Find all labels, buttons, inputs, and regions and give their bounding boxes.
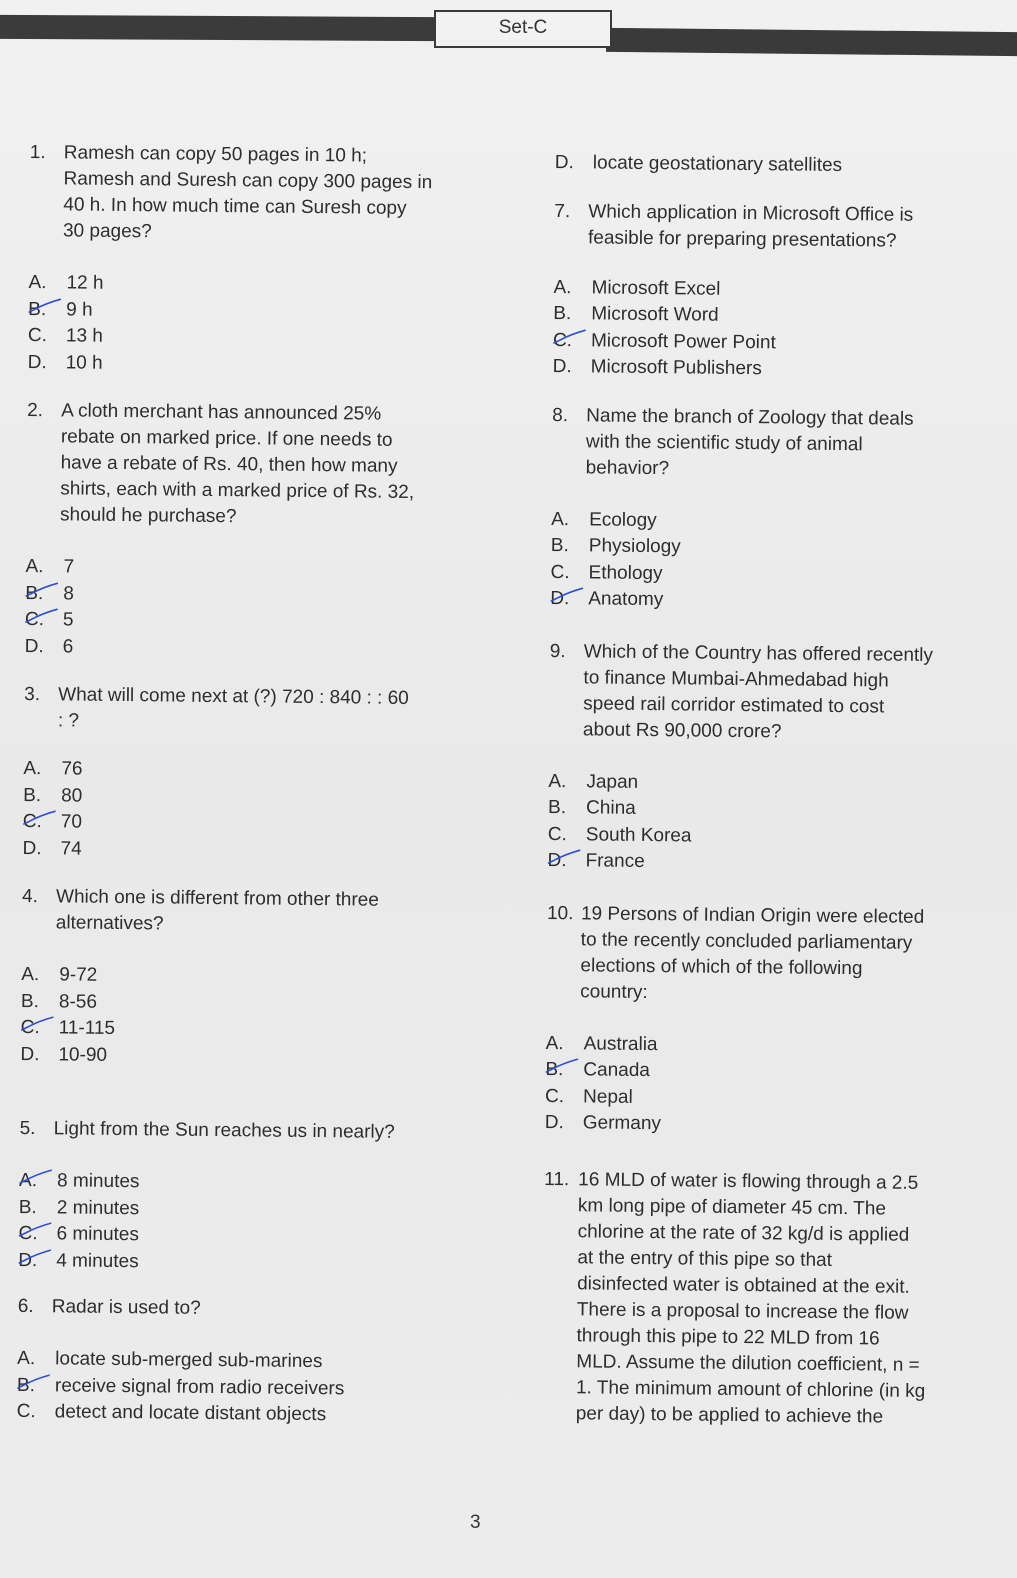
- option-text: Microsoft Publishers: [590, 356, 762, 380]
- question-continued: [555, 150, 995, 181]
- question-text-line: alternatives?: [55, 912, 164, 935]
- option-label: A.: [23, 757, 42, 780]
- question-text-line: to finance Mumbai-Ahmedabad high: [583, 666, 889, 692]
- option-text: 10-90: [58, 1043, 108, 1066]
- question-text-line: have a rebate of Rs. 40, then how many: [60, 452, 398, 477]
- question-text-line: to the recently concluded parliamentary: [580, 928, 913, 954]
- option-text: Microsoft Power Point: [590, 329, 776, 353]
- question-text-line: disinfected water is obtained at the exit.: [577, 1272, 910, 1298]
- option-d: [28, 349, 498, 380]
- option-text: 10 h: [65, 351, 103, 374]
- question-3: [22, 682, 494, 867]
- question-number: 8.: [552, 404, 569, 426]
- option-label: D.: [24, 635, 44, 657]
- option-label: C.: [27, 324, 48, 347]
- question-text-line: elections of which of the following: [580, 954, 863, 979]
- question-text-line: What will come next at (?) 720 : 840 : : 60: [58, 684, 409, 709]
- option-text: 76: [61, 758, 83, 780]
- option-list: [22, 756, 493, 867]
- question-1: [28, 140, 500, 381]
- option-label: B.: [23, 784, 42, 806]
- option-d: [555, 150, 995, 181]
- question-number: 11.: [544, 1168, 570, 1190]
- question-text-line: rebate on marked price. If one needs to: [60, 426, 393, 451]
- option-text: Ethology: [588, 561, 663, 584]
- question-text-line: with the scientific study of animal: [585, 430, 863, 455]
- question-text-line: behavior?: [585, 456, 670, 479]
- question-text-line: 40 h. In how much time can Suresh copy: [63, 194, 407, 219]
- option-list: [28, 270, 499, 381]
- question-text-line: 30 pages?: [62, 220, 152, 243]
- question-text-line: Ramesh and Suresh can copy 300 pages in: [63, 168, 433, 194]
- option-label: D.: [20, 1043, 40, 1065]
- option-label: D.: [544, 1111, 564, 1134]
- question-text-line: km long pipe of diameter 45 cm. The: [577, 1194, 887, 1220]
- option-d: [25, 633, 495, 664]
- option-label: D.: [554, 151, 574, 174]
- option-text: 12 h: [66, 272, 104, 294]
- page-number: 3: [470, 1512, 481, 1533]
- option-text: receive signal from radio receivers: [54, 1374, 345, 1399]
- question-7: [553, 198, 995, 385]
- option-list: [547, 768, 988, 879]
- option-text: Germany: [582, 1112, 662, 1135]
- option-text: 7: [63, 556, 75, 578]
- question-text-line: through this pipe to 22 MLD from 16: [576, 1324, 880, 1349]
- option-d: [18, 1247, 488, 1278]
- option-d: [550, 586, 990, 617]
- option-text: China: [586, 797, 636, 819]
- question-6: [17, 1294, 488, 1430]
- option-d: [545, 1110, 985, 1141]
- option-text: locate geostationary satellites: [592, 152, 843, 177]
- question-text-line: Name the branch of Zoology that deals: [586, 404, 914, 430]
- question-8: [550, 402, 992, 617]
- option-text: Physiology: [588, 535, 681, 558]
- option-text: 4 minutes: [56, 1249, 139, 1272]
- option-text: Australia: [583, 1032, 658, 1055]
- option-text: 74: [60, 837, 82, 860]
- option-text: Japan: [586, 770, 639, 793]
- option-text: 70: [60, 811, 83, 833]
- question-text-line: There is a proposal to increase the flow: [576, 1298, 909, 1324]
- option-label: A.: [545, 1032, 564, 1054]
- option-label: B.: [553, 302, 572, 325]
- question-text-line: 1. The minimum amount of chlorine (in kg: [575, 1376, 926, 1402]
- question-text-line: feasible for preparing presentations?: [587, 226, 897, 252]
- question-text-line: chlorine at the rate of 32 kg/d is applied: [577, 1220, 910, 1246]
- question-number: 9.: [549, 640, 566, 662]
- option-label: D.: [552, 355, 572, 378]
- option-label: A.: [25, 555, 44, 578]
- question-number: 10.: [546, 902, 574, 924]
- option-list: [17, 1346, 488, 1430]
- option-d: [553, 354, 993, 385]
- option-label: B.: [28, 298, 47, 320]
- option-label: C.: [544, 1085, 565, 1107]
- option-list: [18, 1168, 489, 1279]
- option-text: Canada: [583, 1059, 651, 1082]
- left-column: [17, 140, 500, 1430]
- question-number: 1.: [29, 141, 46, 164]
- option-text: Ecology: [589, 508, 657, 531]
- question-text-line: : ?: [57, 710, 80, 732]
- option-text: 13 h: [65, 325, 104, 347]
- option-text: 2 minutes: [56, 1196, 140, 1219]
- option-text: Microsoft Excel: [591, 276, 721, 300]
- option-label: A.: [17, 1347, 36, 1370]
- option-list: [20, 962, 491, 1073]
- option-label: A.: [548, 770, 567, 792]
- option-label: D.: [547, 849, 567, 872]
- option-label: C.: [550, 561, 570, 583]
- option-label: A.: [21, 963, 40, 986]
- option-label: B.: [545, 1058, 564, 1081]
- option-c: [17, 1399, 487, 1430]
- set-label: Set-C: [434, 10, 612, 48]
- question-9: [547, 638, 989, 879]
- question-text-line: Which application in Microsoft Office is: [588, 200, 914, 226]
- option-text: 8-56: [58, 990, 98, 1013]
- question-text-line: Which one is different from other three: [55, 886, 379, 911]
- option-label: D.: [22, 837, 42, 859]
- option-label: C.: [16, 1400, 36, 1423]
- option-label: C.: [24, 608, 45, 631]
- question-text-line: at the entry of this pipe so that: [577, 1246, 833, 1271]
- option-label: A.: [18, 1169, 38, 1192]
- right-column: [542, 150, 995, 1431]
- question-number: 3.: [24, 683, 41, 706]
- option-label: C.: [547, 823, 567, 845]
- option-label: A.: [553, 276, 572, 298]
- option-label: B.: [548, 796, 567, 819]
- option-text: 9 h: [66, 298, 93, 321]
- question-text-line: shirts, each with a marked price of Rs. 32,: [60, 478, 415, 504]
- question-11: [542, 1166, 985, 1431]
- option-text: Anatomy: [588, 588, 664, 611]
- option-text: 9-72: [59, 964, 98, 986]
- option-list: [25, 554, 496, 665]
- option-text: Microsoft Word: [591, 303, 719, 326]
- question-text-line: per day) to be applied to achieve the: [575, 1402, 884, 1428]
- option-label: D.: [18, 1249, 38, 1271]
- option-text: South Korea: [585, 823, 692, 846]
- option-list: [555, 150, 995, 181]
- question-number: 4.: [21, 885, 39, 908]
- option-d: [547, 848, 987, 879]
- option-d: [22, 835, 492, 866]
- option-label: B.: [16, 1374, 36, 1396]
- question-text-line: A cloth merchant has announced 25%: [61, 400, 382, 425]
- header-bar-right: [606, 28, 1017, 56]
- option-label: B.: [550, 534, 569, 557]
- option-label: B.: [18, 1196, 37, 1218]
- option-text: 80: [61, 784, 83, 807]
- header-bar-left: [0, 15, 440, 41]
- option-label: C.: [20, 1016, 40, 1039]
- option-list: [545, 1030, 986, 1141]
- option-text: 6: [62, 635, 74, 657]
- option-text: 5: [62, 609, 74, 631]
- question-text-line: about Rs 90,000 crore?: [582, 718, 782, 742]
- option-list: [550, 506, 991, 617]
- option-text: 6 minutes: [56, 1223, 140, 1246]
- option-label: A.: [28, 271, 47, 294]
- option-text: 11-115: [58, 1017, 116, 1039]
- option-text: Nepal: [582, 1085, 633, 1108]
- question-number: 2.: [27, 399, 44, 422]
- option-label: C.: [22, 810, 42, 833]
- question-text-line: 19 Persons of Indian Origin were elected: [580, 902, 925, 928]
- question-text-line: speed rail corridor estimated to cost: [583, 692, 885, 717]
- option-text: 8 minutes: [56, 1170, 140, 1193]
- option-text: 8: [63, 582, 74, 604]
- question-text-line: Which of the Country has offered recently: [583, 640, 934, 666]
- option-label: B.: [25, 582, 44, 604]
- question-number: 5.: [19, 1117, 36, 1140]
- option-list: [553, 274, 994, 385]
- question-text-line: country:: [580, 980, 648, 1003]
- option-d: [20, 1041, 490, 1072]
- option-text: detect and locate distant objects: [54, 1401, 327, 1426]
- option-label: D.: [550, 587, 570, 610]
- option-label: D.: [27, 351, 47, 373]
- option-text: France: [585, 850, 645, 872]
- question-4: [20, 884, 492, 1073]
- option-label: C.: [18, 1222, 38, 1245]
- question-text-line: Light from the Sun reaches us in nearly?: [53, 1118, 395, 1143]
- option-text: locate sub-merged sub-marines: [55, 1348, 323, 1373]
- option-label: B.: [20, 990, 40, 1012]
- option-label: C.: [552, 329, 573, 351]
- question-5: [18, 1116, 490, 1279]
- question-text-line: 16 MLD of water is flowing through a 2.5: [578, 1168, 919, 1194]
- question-text-line: MLD. Assume the dilution coefficient, n =: [576, 1350, 920, 1376]
- question-number: 6.: [17, 1295, 34, 1318]
- question-2: [25, 398, 498, 665]
- question-text-line: Ramesh can copy 50 pages in 10 h;: [63, 142, 368, 167]
- option-label: A.: [551, 508, 570, 530]
- question-text-line: Radar is used to?: [51, 1296, 201, 1319]
- question-10: [545, 900, 987, 1141]
- question-number: 7.: [554, 200, 571, 222]
- header-bar: [0, 8, 1017, 54]
- question-text-line: should he purchase?: [59, 504, 237, 528]
